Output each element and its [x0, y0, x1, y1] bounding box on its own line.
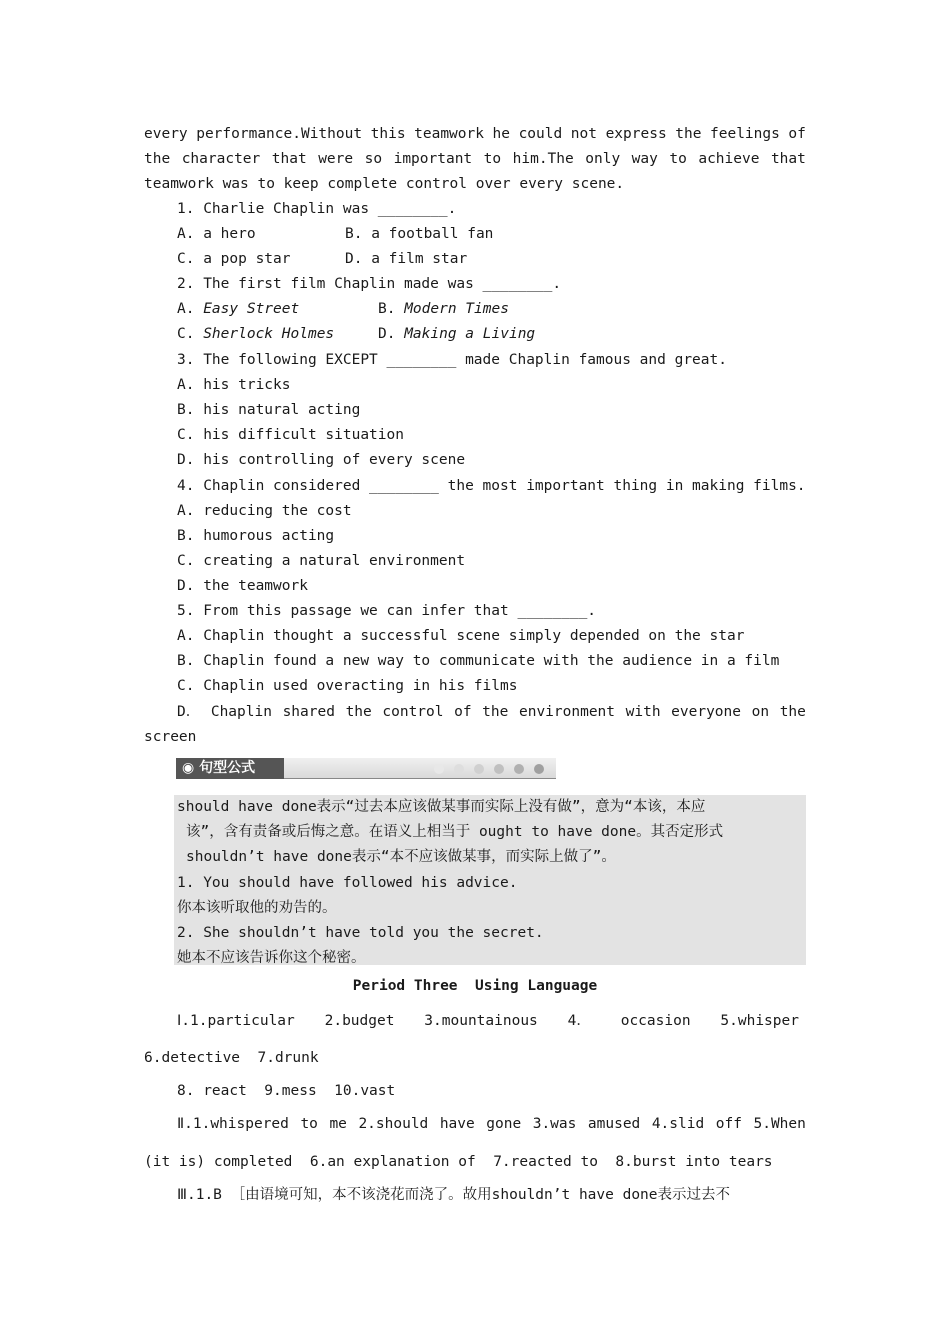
example-chinese: 你本该听取他的劝告的。 — [177, 900, 337, 916]
passage-word: character — [181, 151, 261, 167]
answer-item: gone — [486, 1116, 522, 1132]
section-banner — [176, 758, 556, 779]
option-c: C. his difficult situation — [177, 427, 404, 443]
answer-item: 2.should — [358, 1116, 429, 1132]
option-word: shared — [282, 704, 335, 720]
answer-item: off — [715, 1116, 742, 1132]
example-english: 1. You should have followed his advice. — [177, 875, 518, 891]
option-b: B. his natural acting — [177, 402, 361, 418]
passage-word: important — [393, 151, 473, 167]
passage-word: that — [271, 151, 307, 167]
question-stem: 2. The first film Chaplin made was ________. — [177, 276, 562, 292]
decorative-dot — [534, 764, 544, 774]
film-title: Modern Times — [404, 301, 509, 317]
answer-item: 3.was — [532, 1116, 577, 1132]
question-stem: 1. Charlie Chaplin was ________. — [177, 201, 457, 217]
passage-word: feelings — [710, 126, 780, 142]
option-word: on — [751, 704, 770, 720]
option-b — [378, 300, 509, 318]
answer-item: Ⅱ.1.whispered — [177, 1116, 289, 1132]
section-title: Period Three Using Language — [352, 978, 598, 994]
option-d: D. a film star — [345, 251, 468, 267]
film-title: Sherlock Holmes — [203, 326, 335, 342]
passage-word: not — [570, 126, 597, 142]
passage-word: the — [675, 126, 702, 142]
option-b: B. a football fan — [345, 226, 494, 242]
passage-word: teamwork — [414, 126, 484, 142]
passage-word: this — [370, 126, 406, 142]
option-word: the — [345, 704, 372, 720]
option-a: A. his tricks — [177, 377, 291, 393]
option-d: D. his controlling of every scene — [177, 452, 466, 468]
answer-item: 4.slid — [651, 1116, 705, 1132]
passage-word: him.The — [512, 151, 574, 167]
option-word: of — [454, 704, 472, 720]
grammar-explanation: 该”，含有责备或后悔之意。在语义上相当于 ought to have done。其否定形式 — [186, 824, 724, 840]
answer-line: 8. react 9.mess 10.vast — [177, 1083, 396, 1099]
option-d-wrap: screen — [144, 729, 197, 745]
option-a: A. a hero — [177, 226, 256, 242]
passage-word: to — [669, 151, 687, 167]
option-c: C. Chaplin used overacting in his films — [177, 678, 518, 694]
option-d: D. the teamwork — [177, 578, 308, 594]
question-stem: 4. Chaplin considered ________ the most important thing in making films. — [177, 478, 806, 494]
answer-item: 3.mountainous — [424, 1013, 538, 1029]
passage-line — [144, 125, 806, 143]
option-b: B. Chaplin found a new way to communicate with the audience in a film — [177, 653, 780, 669]
question-stem: 5. From this passage we can infer that ________. — [177, 603, 597, 619]
passage-word: express — [605, 126, 667, 142]
passage-word: achieve — [698, 151, 760, 167]
option-a — [177, 300, 299, 318]
passage-word: he — [492, 126, 511, 142]
decorative-dot — [514, 764, 524, 774]
option-word: the — [779, 704, 806, 720]
answer-line — [177, 1012, 799, 1030]
option-word: with — [625, 704, 661, 720]
option-a: A. reducing the cost — [177, 503, 352, 519]
passage-word: so — [364, 151, 383, 167]
answer-item: amused — [587, 1116, 641, 1132]
option-word: environment — [518, 704, 616, 720]
option-prefix: D. — [378, 326, 405, 342]
answer-item: 5.When — [753, 1116, 806, 1132]
answer-item: 2.budget — [324, 1013, 395, 1029]
option-prefix: A. — [177, 301, 204, 317]
option-word: everyone — [671, 704, 741, 720]
option-c: C. a pop star — [177, 251, 291, 267]
answer-line: (it is) completed 6.an explanation of 7.reacted to 8.burst into tears — [144, 1154, 773, 1170]
question-stem: 3. The following EXCEPT ________ made Chaplin famous and great. — [177, 352, 727, 368]
option-word: control — [382, 704, 444, 720]
decorative-dot — [454, 764, 464, 774]
answer-item: have — [439, 1116, 475, 1132]
example-chinese: 她本不应该告诉你这个秘密。 — [177, 950, 366, 966]
passage-word: of — [788, 126, 806, 142]
passage-word: performance.Without — [196, 126, 363, 142]
film-title: Making a Living — [404, 326, 536, 342]
answer-line: 6.detective 7.drunk — [144, 1050, 319, 1066]
decorative-dot — [434, 764, 444, 774]
answer-item: occasion — [620, 1013, 691, 1029]
passage-word: way — [631, 151, 658, 167]
option-d — [177, 703, 806, 721]
answer-item: 5.whisper — [720, 1013, 799, 1029]
answer-item: 4． — [567, 1013, 591, 1029]
option-prefix: C. — [177, 326, 204, 342]
passage-word: only — [585, 151, 621, 167]
example-english: 2. She shouldn’t have told you the secret. — [177, 925, 544, 941]
answer-item: me — [329, 1116, 347, 1132]
option-b: B. humorous acting — [177, 528, 335, 544]
option-prefix: B. — [378, 301, 405, 317]
answer-item: Ⅰ.1.particular — [177, 1013, 295, 1029]
option-d — [378, 325, 535, 343]
grammar-explanation: shouldn’t have done表示“本不应该做某事，而实际上做了”。 — [186, 849, 616, 865]
option-c — [177, 325, 334, 343]
decorative-dot — [494, 764, 504, 774]
answer-line — [177, 1115, 806, 1133]
passage-word: could — [518, 126, 563, 142]
answer-line: Ⅲ.1.B ［由语境可知，本不该浇花而浇了。故用shouldn’t have done表示过去不 — [177, 1187, 731, 1203]
film-title: Easy Street — [203, 301, 300, 317]
passage-word: every — [144, 126, 188, 142]
grammar-explanation: should have done表示“过去本应该做某事而实际上没有做”，意为“本该，本应 — [177, 799, 706, 815]
option-c: C. creating a natural environment — [177, 553, 466, 569]
passage-word: that — [770, 151, 806, 167]
option-word: D． — [177, 704, 201, 720]
answer-item: to — [300, 1116, 318, 1132]
option-word: Chaplin — [210, 704, 272, 720]
banner-title: ◉ 句型公式 — [176, 758, 284, 779]
passage-line: teamwork was to keep complete control over every scene. — [144, 176, 625, 192]
passage-word: the — [144, 151, 171, 167]
passage-line — [144, 150, 806, 168]
option-a: A. Chaplin thought a successful scene simply depended on the star — [177, 628, 745, 644]
option-word: the — [482, 704, 509, 720]
decorative-dot — [474, 764, 484, 774]
passage-word: to — [483, 151, 502, 167]
passage-word: were — [318, 151, 354, 167]
